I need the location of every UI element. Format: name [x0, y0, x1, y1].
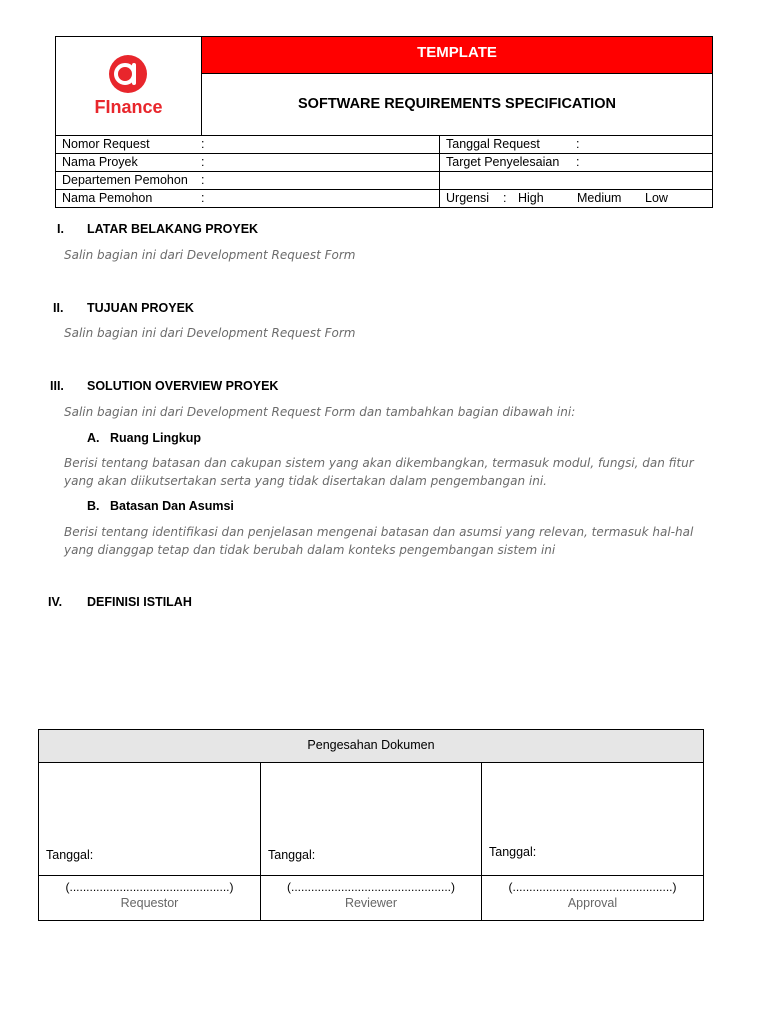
subsection-title-ruang-lingkup: Ruang Lingkup — [110, 431, 201, 445]
info-row — [56, 135, 712, 153]
urgensi-option-medium[interactable]: Medium — [577, 191, 622, 205]
document-header-table — [55, 36, 713, 208]
info-row — [56, 189, 712, 207]
finance-logo-icon — [99, 53, 159, 93]
subsection-note: Berisi tentang batasan dan cakupan sistem yang akan dikembangkan, termasuk modul, fungsi, dan fitur yang akan diikutsertakan serta yang tidak disertakan dalam pengembangan ini. — [64, 456, 694, 488]
section-number: I. — [57, 222, 64, 236]
approval-table — [38, 729, 704, 921]
section-title-definisi-istilah: DEFINISI ISTILAH — [87, 595, 192, 609]
date-label: Tanggal: — [268, 848, 316, 862]
logo-cell — [56, 37, 202, 135]
colon: : — [503, 191, 507, 205]
brand-name: FInance — [94, 97, 163, 117]
signature-line[interactable]: (................................................) — [286, 880, 456, 894]
signature-line[interactable]: (................................................) — [65, 880, 234, 894]
section-number: II. — [53, 301, 64, 315]
info-row — [56, 171, 712, 189]
signature-line[interactable]: (................................................) — [508, 880, 677, 894]
urgensi-option-low[interactable]: Low — [645, 191, 668, 205]
date-label: Tanggal: — [489, 845, 537, 859]
tanggal-request-label: Tanggal Request — [446, 137, 540, 151]
document-title: SOFTWARE REQUIREMENTS SPECIFICATION — [298, 96, 616, 112]
colon: : — [201, 173, 205, 187]
colon: : — [201, 137, 205, 151]
colon: : — [576, 155, 580, 169]
subsection-title-batasan-asumsi: Batasan Dan Asumsi — [110, 499, 234, 513]
section-number: III. — [50, 379, 64, 393]
section-number: IV. — [48, 595, 63, 609]
colon: : — [201, 191, 205, 205]
section-title-solution-overview: SOLUTION OVERVIEW PROYEK — [87, 379, 279, 393]
colon: : — [576, 137, 580, 151]
role-reviewer: Reviewer — [344, 896, 398, 910]
subsection-note: Berisi tentang identifikasi dan penjelasan mengenai batasan dan asumsi yang relevan, termasuk hal-hal yang dianggap tetap dan tidak berubah dalam konteks pengembangan sistem ini — [64, 525, 694, 557]
urgensi-option-high[interactable]: High — [518, 191, 544, 205]
departemen-pemohon-label: Departemen Pemohon — [62, 173, 188, 187]
nama-pemohon-label: Nama Pemohon — [62, 191, 153, 205]
colon: : — [201, 155, 205, 169]
approval-column-requestor — [39, 762, 261, 920]
approval-title: Pengesahan Dokumen — [39, 730, 703, 763]
approval-column-approval — [482, 762, 703, 920]
section-title-latar-belakang: LATAR BELAKANG PROYEK — [87, 222, 259, 236]
urgensi-label: Urgensi — [446, 191, 490, 205]
section-note: Salin bagian ini dari Development Request Form — [64, 248, 356, 262]
target-penyelesaian-label: Target Penyelesaian — [446, 155, 560, 169]
date-label: Tanggal: — [46, 848, 94, 862]
approval-column-reviewer — [261, 762, 482, 920]
template-label: TEMPLATE — [202, 37, 712, 74]
request-info-table — [56, 135, 712, 207]
section-note: Salin bagian ini dari Development Request Form — [64, 326, 356, 340]
subsection-number: B. — [87, 499, 100, 513]
section-note: Salin bagian ini dari Development Request Form dan tambahkan bagian dibawah ini: — [64, 405, 576, 419]
section-title-tujuan: TUJUAN PROYEK — [87, 301, 194, 315]
info-row — [56, 153, 712, 171]
nomor-request-label: Nomor Request — [62, 137, 150, 151]
role-approval: Approval — [567, 896, 618, 910]
nama-proyek-label: Nama Proyek — [62, 155, 138, 169]
role-requestor: Requestor — [120, 896, 179, 910]
subsection-number: A. — [87, 431, 100, 445]
